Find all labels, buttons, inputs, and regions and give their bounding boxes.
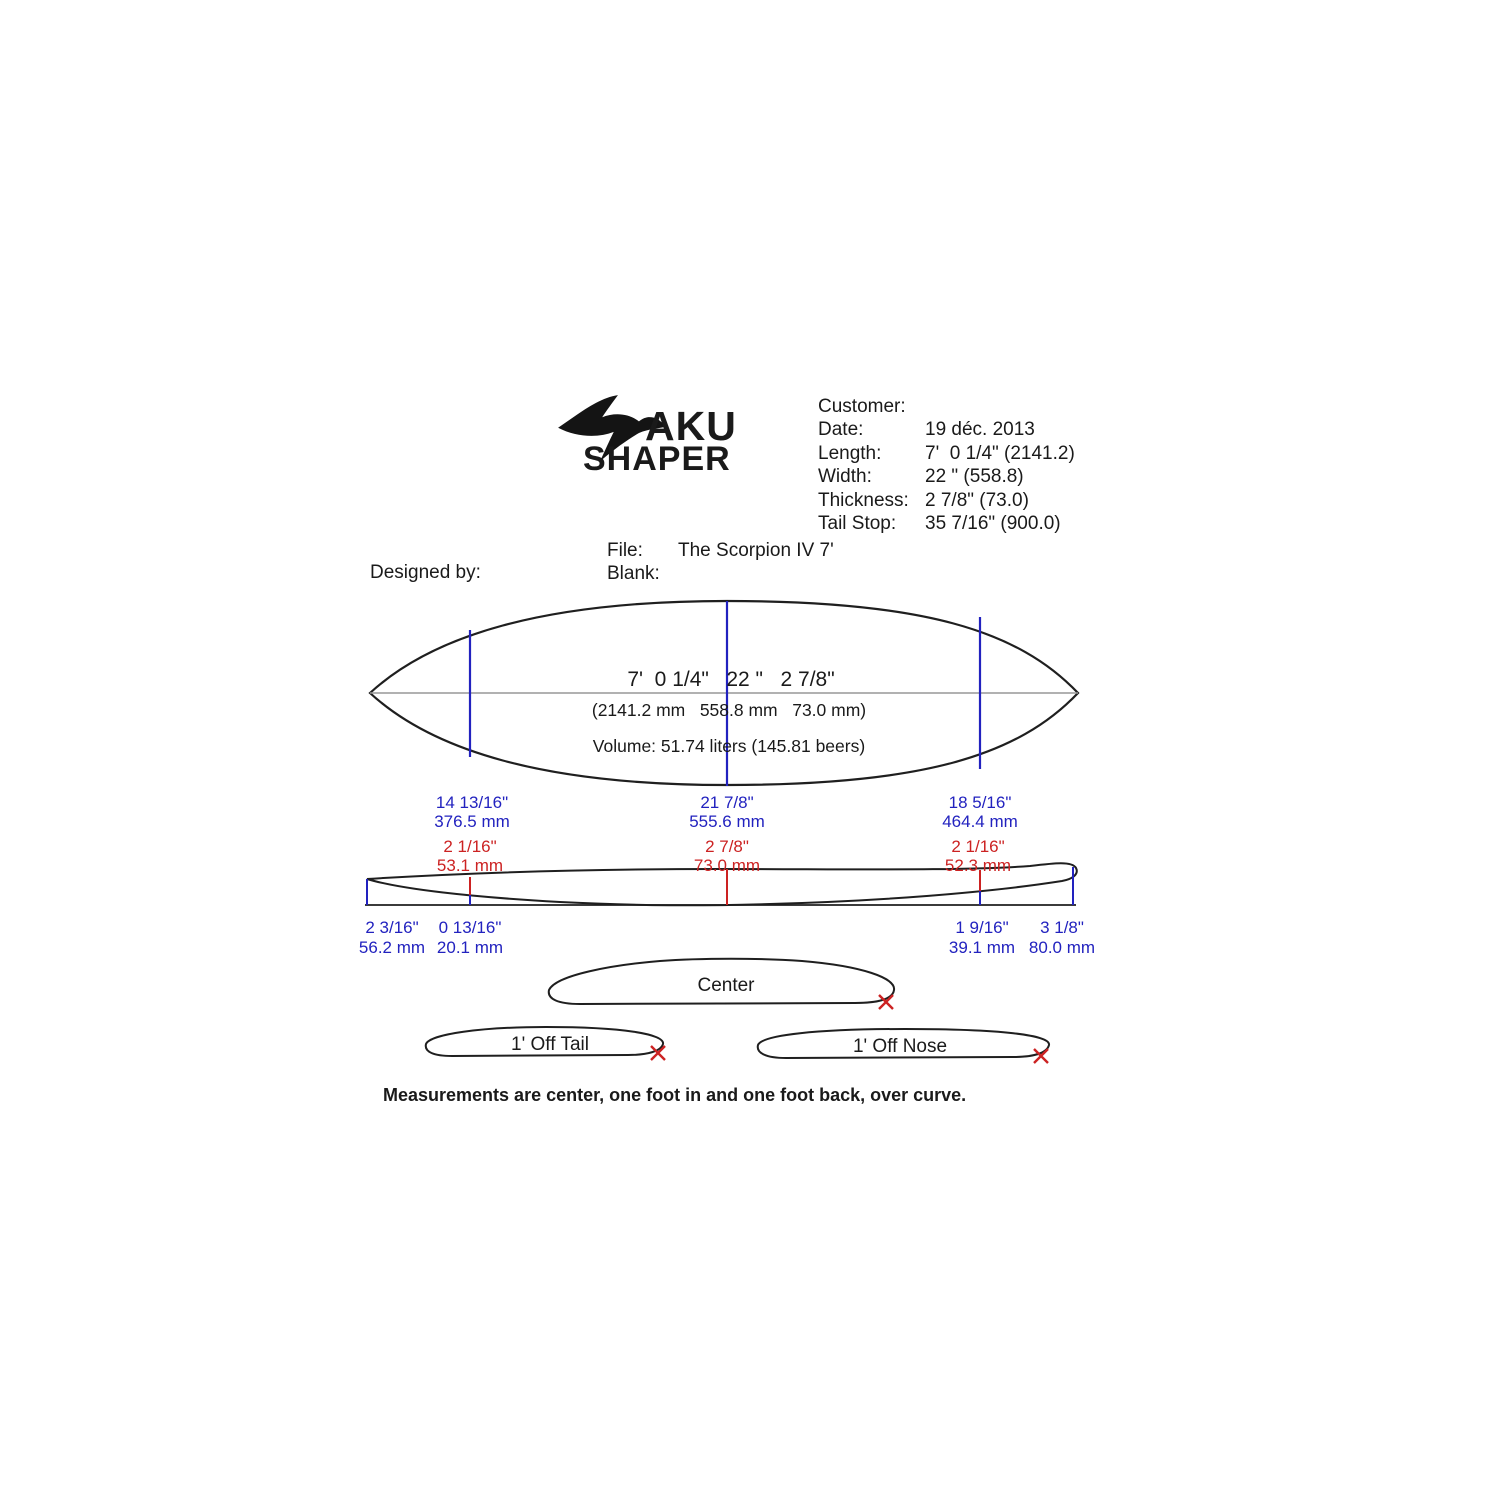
rocker-nose-mm: 80.0 mm xyxy=(1028,938,1096,957)
board-dims-metric: (2141.2 mm 558.8 mm 73.0 mm) xyxy=(591,700,867,720)
width-center-mm: 555.6 mm xyxy=(689,812,765,831)
thickness-center-in: 2 7/8" xyxy=(705,837,749,856)
board-volume: Volume: 51.74 liters (145.81 beers) xyxy=(592,736,866,756)
width-off-tail-mm: 376.5 mm xyxy=(434,812,510,831)
blank-label: Blank: xyxy=(607,563,660,584)
width-off-nose-in: 18 5/16" xyxy=(948,793,1012,812)
section-label-off-nose: 1' Off Nose xyxy=(852,1036,948,1057)
rocker-nose-in: 3 1/8" xyxy=(1040,918,1084,937)
footer-note: Measurements are center, one foot in and one foot back, over curve. xyxy=(383,1085,967,1105)
apex-mark-center xyxy=(879,995,893,1009)
info-label: Thickness: xyxy=(818,490,909,511)
rocker-tail-mm: 56.2 mm xyxy=(358,938,426,957)
board-dims-imperial: 7' 0 1/4" 22 " 2 7/8" xyxy=(627,668,835,691)
info-value: 2 7/8" (73.0) xyxy=(925,490,1029,511)
rocker-off-tail-in: 0 13/16" xyxy=(438,918,502,937)
rocker-off-nose-mm: 39.1 mm xyxy=(948,938,1016,957)
file-value: The Scorpion IV 7' xyxy=(678,540,834,561)
designed-by-label: Designed by: xyxy=(370,562,481,583)
width-center-in: 21 7/8" xyxy=(700,793,754,812)
thickness-off-nose-mm: 52.3 mm xyxy=(944,856,1012,875)
width-off-nose-mm: 464.4 mm xyxy=(942,812,1018,831)
thickness-off-tail-mm: 53.1 mm xyxy=(436,856,504,875)
info-value: 35 7/16" (900.0) xyxy=(925,513,1061,534)
rocker-tail-in: 2 3/16" xyxy=(365,918,419,937)
section-label-center: Center xyxy=(697,975,755,996)
info-value: 7' 0 1/4" (2141.2) xyxy=(925,443,1075,464)
apex-mark-off-nose xyxy=(1034,1049,1048,1063)
info-label: Tail Stop: xyxy=(818,513,897,534)
logo-text-shaper: SHAPER xyxy=(583,440,731,478)
info-label: Width: xyxy=(818,466,872,487)
thickness-center-mm: 73.0 mm xyxy=(693,856,761,875)
info-value: 22 " (558.8) xyxy=(925,466,1024,487)
rocker-off-nose-in: 1 9/16" xyxy=(955,918,1009,937)
info-label: Date: xyxy=(818,419,864,440)
info-label: Customer: xyxy=(818,396,906,417)
thickness-off-tail-in: 2 1/16" xyxy=(443,837,497,856)
rocker-off-tail-mm: 20.1 mm xyxy=(436,938,504,957)
logo-text-aku: AKU xyxy=(645,403,737,449)
file-label: File: xyxy=(607,540,643,561)
info-value: 19 déc. 2013 xyxy=(925,419,1035,440)
section-label-off-tail: 1' Off Tail xyxy=(511,1034,589,1055)
thickness-off-nose-in: 2 1/16" xyxy=(951,837,1005,856)
info-label: Length: xyxy=(818,443,882,464)
width-off-tail-in: 14 13/16" xyxy=(435,793,509,812)
